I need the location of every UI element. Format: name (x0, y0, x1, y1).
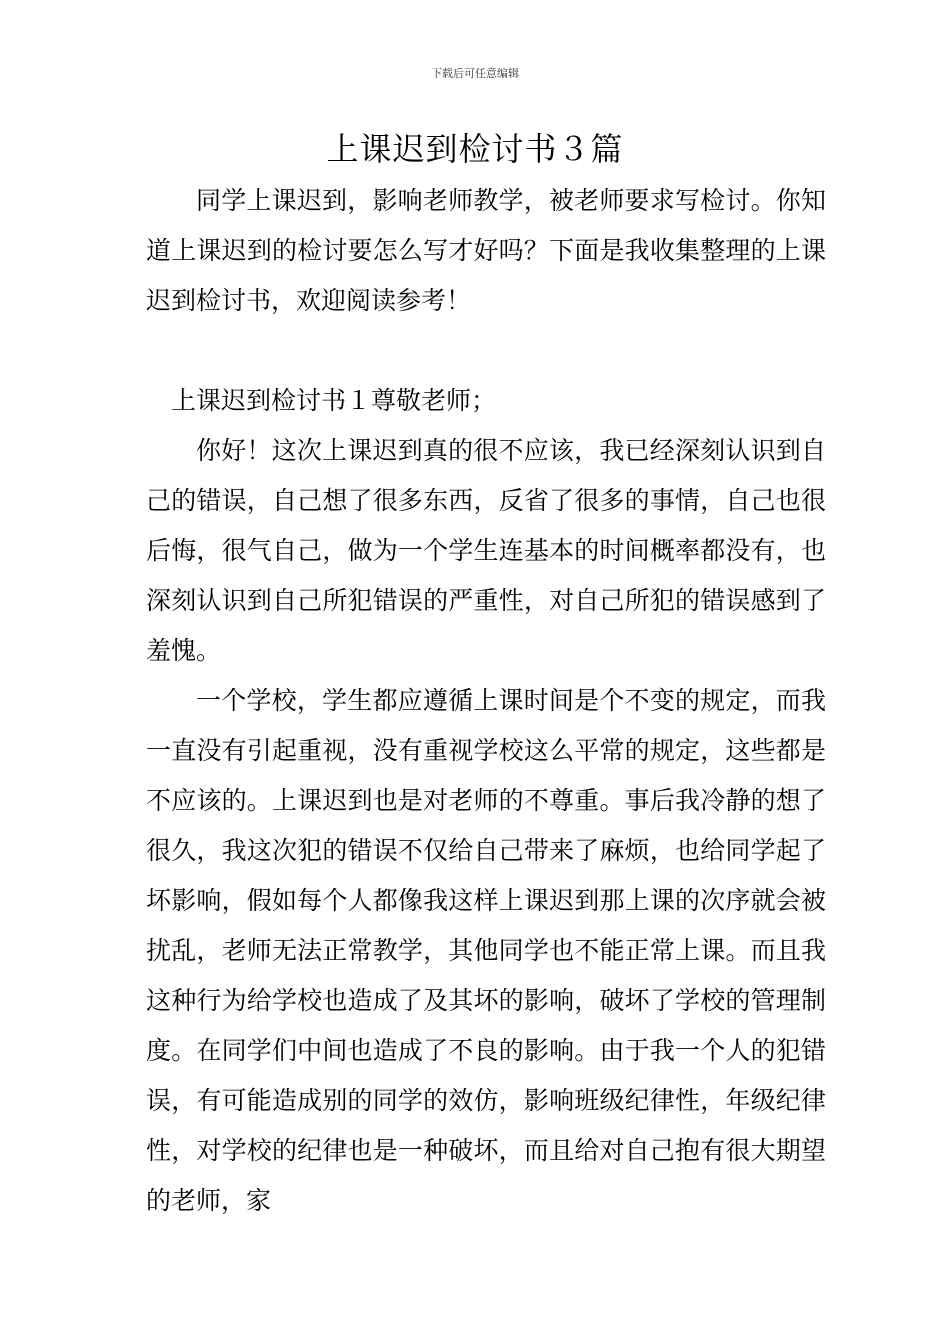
header-note: 下载后可任意编辑 (431, 67, 519, 80)
section-1-paragraph-1: 你好！这次上课迟到真的很不应该，我已经深刻认识到自己的错误，自己想了很多东西，反省了很多的事情，自己也很后悔，很气自己，做为一个学生连基本的时间概率都没有，也深刻认识到自己所犯错误的严重性，对自己所犯的错误感到了羞愧。 (146, 436, 826, 665)
section-1-heading: 上课迟到检讨书１尊敬老师； (171, 386, 497, 415)
section-1 (146, 376, 826, 1226)
document-title: 上课迟到检讨书３篇 (326, 130, 624, 168)
intro-section (146, 176, 826, 326)
intro-paragraph: 同学上课迟到，影响老师教学，被老师要求写检讨。你知道上课迟到的检讨要怎么写才好吗？下面是我收集整理的上课迟到检讨书，欢迎阅读参考！ (146, 186, 826, 315)
section-1-paragraph-2: 一个学校，学生都应遵循上课时间是个不变的规定，而我一直没有引起重视，没有重视学校这么平常的规定，这些都是不应该的。上课迟到也是对老师的不尊重。事后我冷静的想了很久，我这次犯的错误不仅给自己带来了麻烦，也给同学起了坏影响，假如每个人都像我这样上课迟到那上课的次序就会被扰乱，老师无法正常教学，其他同学也不能正常上课。而且我这种行为给学校也造成了及其坏的影响，破坏了学校的管理制度。在同学们中间也造成了不良的影响。由于我一个人的犯错误，有可能造成别的同学的效仿，影响班级纪律性，年级纪律性，对学校的纪律也是一种破坏，而且给对自己抱有很大期望的老师，家 (146, 686, 826, 1215)
